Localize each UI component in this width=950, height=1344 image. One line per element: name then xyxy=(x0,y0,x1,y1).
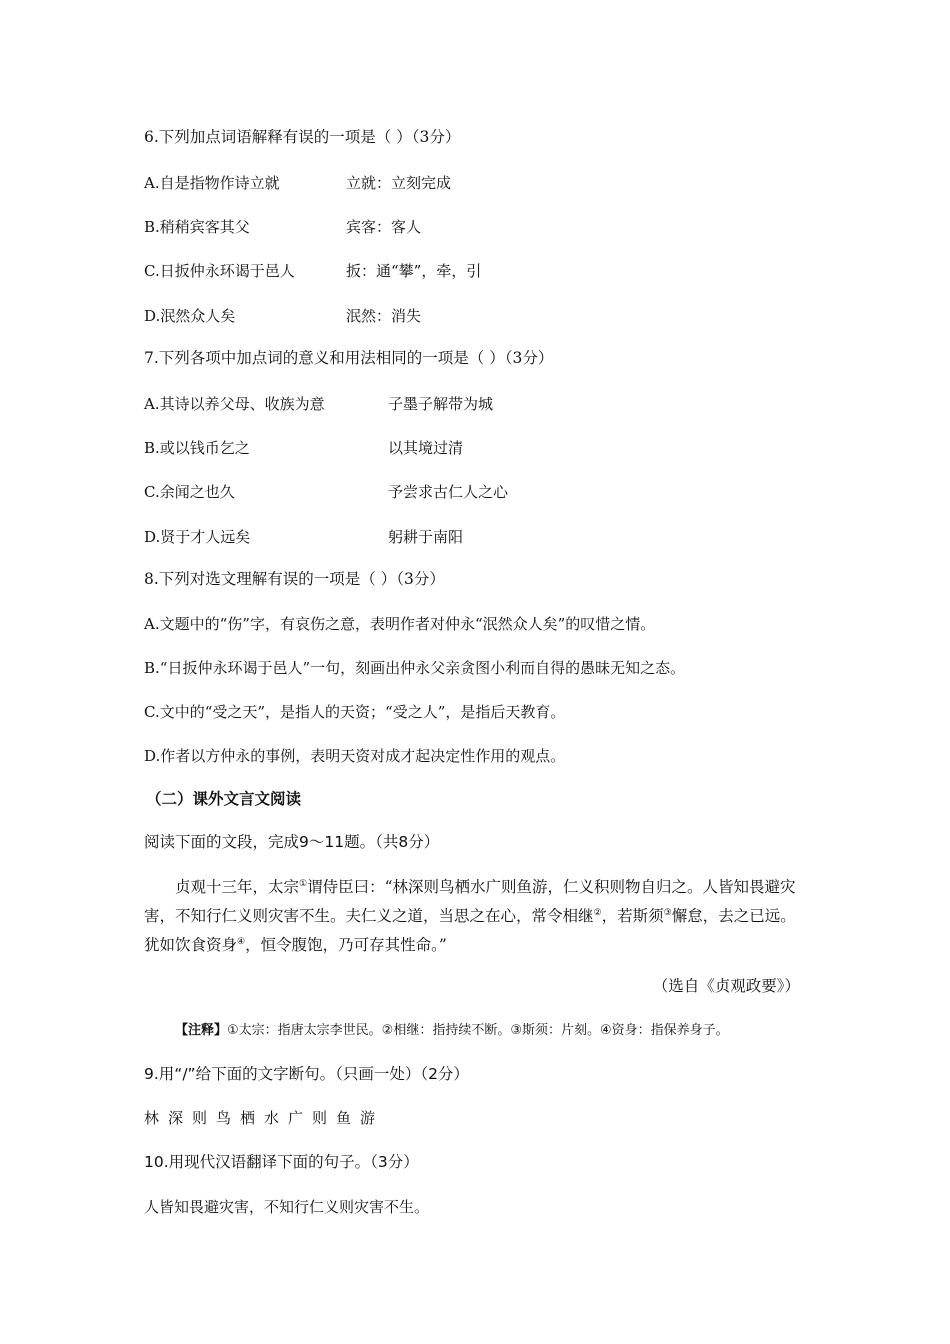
q7-option-a-compare: 子墨子解带为城 xyxy=(388,395,494,413)
annotations xyxy=(175,1022,729,1040)
q10-sentence: 人皆知畏避灾害，不知行仁义则灾害不生。 xyxy=(144,1198,430,1216)
note-ref-1: ① xyxy=(299,879,308,889)
q6-option-b: B.稍稍宾客其父 xyxy=(144,218,250,236)
q8-stem: 8.下列对选文理解有误的一项是（ ）（3分） xyxy=(144,570,445,588)
q6-option-a-gloss: 立就：立刻完成 xyxy=(346,174,452,192)
q7-option-b: B.或以钱币乞之 xyxy=(144,439,250,457)
q7-option-b-compare: 以其境过清 xyxy=(388,439,464,457)
q10-stem: 10.用现代汉语翻译下面的句子。（3分） xyxy=(144,1153,419,1171)
q8-option-c: C.文中的“受之天”，是指人的天资；“受之人”，是指后天教育。 xyxy=(144,703,566,721)
q7-option-d: D.贤于才人远矣 xyxy=(144,528,251,546)
q9-stem: 9.用“/”给下面的文字断句。（只画一处）（2分） xyxy=(144,1065,469,1083)
q6-stem: 6.下列加点词语解释有误的一项是（ ）（3分） xyxy=(144,128,461,146)
annotations-label: 【注释】 xyxy=(175,1023,228,1038)
q8-option-b: B.“日扳仲永环谒于邑人”一句，刻画出仲永父亲贪图小利而自得的愚昧无知之态。 xyxy=(144,659,686,677)
q6-option-c-gloss: 扳：通“攀”，牵，引 xyxy=(346,262,482,280)
passage: 贞观十三年，太宗①谓侍臣曰：“林深则鸟栖水广则鱼游，仁义积则物自归之。人皆知畏避灾害，不知行仁义则灾害不生。夫仁义之道，当思之在心，常令相继②，若斯须③懈怠，去之已远。犹如饮食资身④，恒令腹饱，乃可存其性命。” xyxy=(144,878,796,954)
q8-option-d: D.作者以方仲永的事例，表明天资对成才起决定性作用的观点。 xyxy=(144,747,566,765)
q9-text: 林深则鸟栖水广则鱼游 xyxy=(144,1109,385,1127)
q8-option-a: A.文题中的“伤”字，有哀伤之意，表明作者对仲永“泯然众人矣”的叹惜之情。 xyxy=(144,615,656,633)
q6-option-c: C.日扳仲永环谒于邑人 xyxy=(144,262,295,280)
q7-option-c: C.余闻之也久 xyxy=(144,483,235,501)
section-instruction: 阅读下面的文段，完成9～11题。（共8分） xyxy=(144,833,440,851)
q6-option-b-gloss: 宾客：客人 xyxy=(346,218,422,236)
q7-stem: 7.下列各项中加点词的意义和用法相同的一项是（ ）（3分） xyxy=(144,349,554,367)
note-ref-3: ③ xyxy=(663,908,672,918)
q7-option-d-compare: 躬耕于南阳 xyxy=(388,528,464,546)
q7-option-c-compare: 予尝求古仁人之心 xyxy=(388,483,509,501)
q6-option-a: A.自是指物作诗立就 xyxy=(144,174,280,192)
annotations-text: ①太宗：指唐太宗李世民。②相继：指持续不断。③斯须：片刻。④资身：指保养身子。 xyxy=(227,1023,729,1038)
q6-option-d-gloss: 泯然：消失 xyxy=(346,307,422,325)
q7-option-a: A.其诗以养父母、收族为意 xyxy=(144,395,325,413)
q6-option-d: D.泯然众人矣 xyxy=(144,307,236,325)
note-ref-4: ④ xyxy=(237,937,246,947)
passage-source: （选自《贞观政要》） xyxy=(652,977,800,995)
note-ref-2: ② xyxy=(593,908,602,918)
section-heading: （二）课外文言文阅读 xyxy=(146,790,302,808)
